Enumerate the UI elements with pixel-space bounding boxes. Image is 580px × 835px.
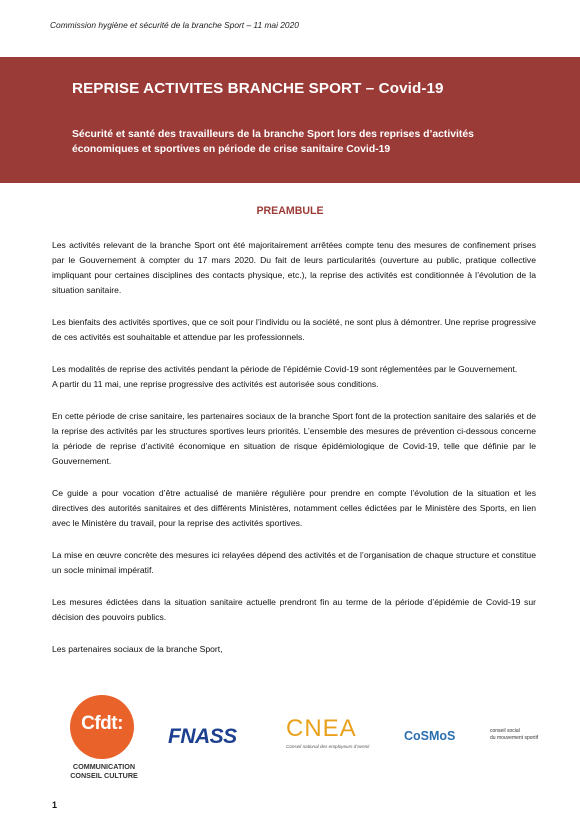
preamble-body xyxy=(52,238,536,674)
cfdt-caption xyxy=(56,762,152,780)
document-subtitle: Sécurité et santé des travailleurs de la branche Sport lors des reprises d’activités économiques et sportives en période de crise sanitaire Covid-19 xyxy=(72,129,474,155)
cfdt-logo-text: Cfdt: xyxy=(81,713,123,734)
paragraph-8: Les mesures édictées dans la situation sanitaire actuelle prendront fin au terme de la période d’épidémie de Covid-19 sur décision des pouvoirs publics. xyxy=(52,597,536,622)
paragraph-6: Ce guide a pour vocation d’être actualisé de manière régulière pour prendre en compte l’évolution de la situation et les directives des autorités sanitaires et des différents Ministères, notamment celles édictées par le Ministère des Sports, en lien avec le Ministère du travail, pour la reprise des activités sportives. xyxy=(52,488,536,528)
cnea-logo-text: CNEA xyxy=(286,715,357,742)
cosmos-caption-line-2: du mouvement sportif xyxy=(490,734,539,741)
cnea-logo xyxy=(286,715,396,749)
page-number: 1 xyxy=(52,800,58,810)
partner-logos xyxy=(50,695,550,785)
paragraph-9: Les partenaires sociaux de la branche Sport, xyxy=(52,644,223,654)
cosmos-caption xyxy=(490,728,550,741)
paragraph-1: Les activités relevant de la branche Sport ont été majoritairement arrêtées compte tenu des mesures de confinement prises par le Gouvernement à compter du 17 mars 2020. Du fait de leurs particularités (ouverture au public, pratique collective impliquant pour certaines disciplines des contacts physique, etc.), la reprise des activités est conditionnée à l’évolution de la situation sanitaire. xyxy=(52,240,536,295)
title-banner xyxy=(0,57,580,183)
cnea-caption: Conseil national des employeurs d’avenir xyxy=(286,744,370,749)
paragraph-4: A partir du 11 mai, une reprise progressive des activités est autorisée sous conditions. xyxy=(52,379,379,389)
cosmos-logo-text: CoSMoS xyxy=(404,729,456,743)
paragraph-7: La mise en œuvre concrète des mesures ici relayées dépend des activités et de l’organisation de chaque structure et constitue un socle minimal impératif. xyxy=(52,550,536,575)
document-title: REPRISE ACTIVITES BRANCHE SPORT – Covid-19 xyxy=(72,80,444,97)
cfdt-caption-line-2: CONSEIL CULTURE xyxy=(70,771,138,780)
cosmos-caption-line-1: conseil social xyxy=(490,728,520,734)
fnass-logo: FNASS xyxy=(168,725,237,748)
section-title-preambule: PREAMBULE xyxy=(256,205,324,217)
paragraph-5: En cette période de crise sanitaire, les partenaires sociaux de la branche Sport font de la protection sanitaire des salariés et de la reprise des activités par les structures sportives leurs priorités. L’ensemble des mesures de prévention ci-dessous concerne la période de reprise d’activité économique en situation de risque épidémiologique de Covid-19, telle que définie par le Gouvernement. xyxy=(52,411,536,466)
paragraph-3: Les modalités de reprise des activités pendant la période de l’épidémie Covid-19 sont réglementées par le Gouvernement. xyxy=(52,364,518,374)
paragraph-2: Les bienfaits des activités sportives, que ce soit pour l’individu ou la société, ne sont plus à démontrer. Une reprise progressive de ces activités est souhaitable et attendue par les professionnels. xyxy=(52,317,536,342)
cfdt-logo xyxy=(56,695,152,785)
cfdt-caption-line-1: COMMUNICATION xyxy=(72,762,136,771)
cosmos-logo xyxy=(400,719,550,759)
running-header: Commission hygiène et sécurité de la branche Sport – 11 mai 2020 xyxy=(50,20,299,30)
